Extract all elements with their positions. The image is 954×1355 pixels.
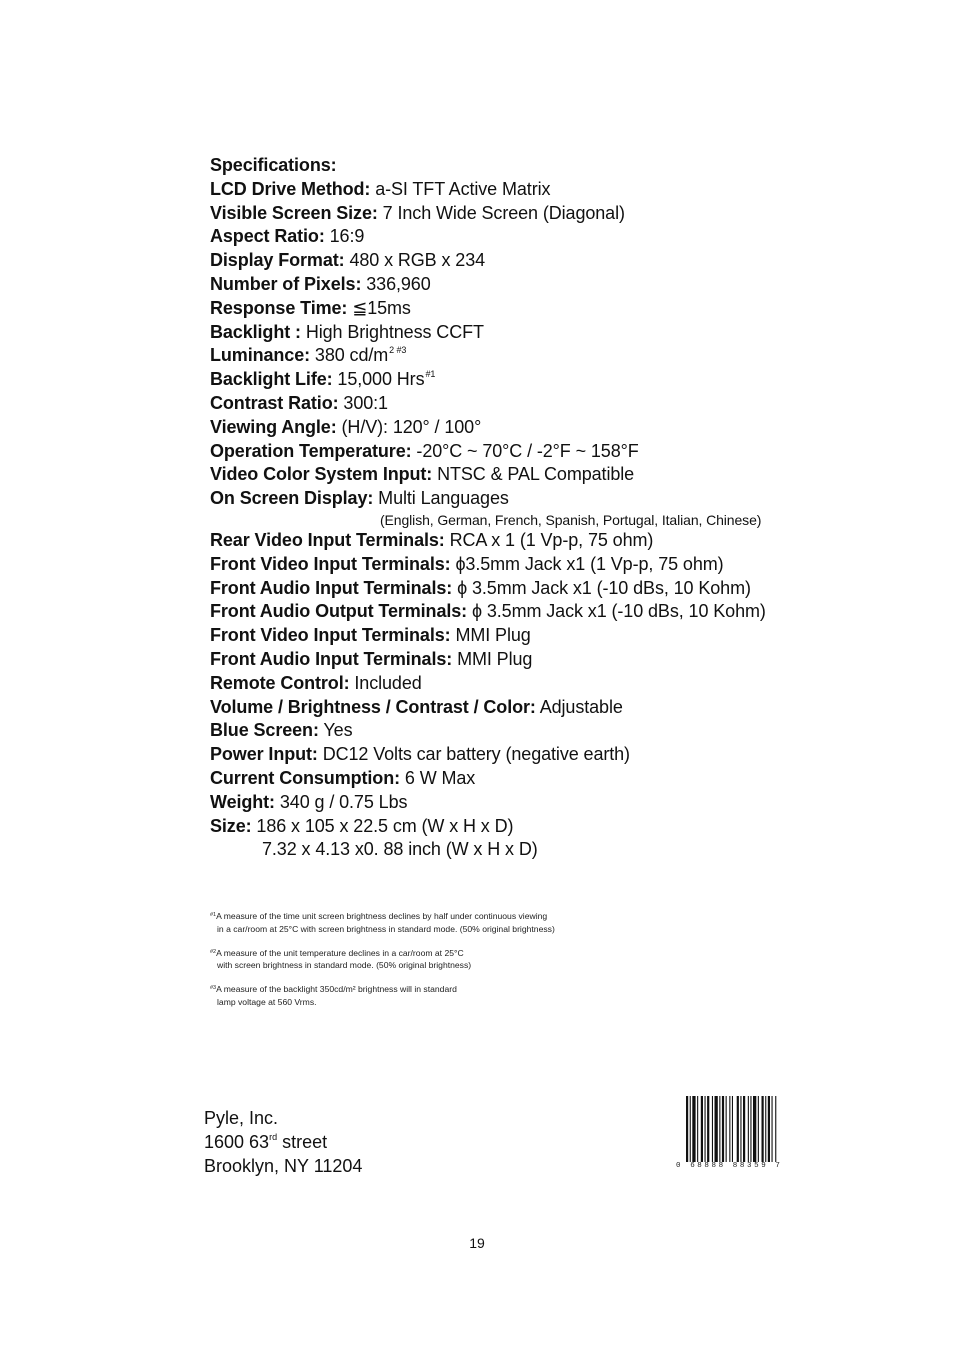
spec-label: Backlight : [210,321,301,342]
spec-label: Front Video Input Terminals: [210,553,451,574]
spec-row [210,719,930,743]
spec-row [210,696,930,720]
spec-value: ϕ 3.5mm Jack x1 (-10 dBs, 10 Kohm) [471,601,766,622]
spec-row [210,273,930,297]
spec-row [210,600,930,624]
specifications-block [210,154,930,862]
spec-label: Weight: [210,791,275,812]
spec-value: 7 Inch Wide Screen (Diagonal) [382,202,625,223]
footnote-line1: A measure of the unit temperature declines in a car/room at 25°C [216,947,464,958]
footnote-mark: #3 [210,985,217,991]
spec-row [210,225,930,249]
street-line: 1600 63rd street [204,1132,328,1152]
spec-label: Rear Video Input Terminals: [210,529,445,550]
spec-value: Adjustable [539,696,623,717]
spec-value: MMI Plug [457,648,533,669]
footnote [210,982,630,1008]
spec-value: ≦15ms [352,297,411,318]
spec-value: NTSC & PAL Compatible [437,464,635,485]
spec-label: Remote Control: [210,672,350,693]
spec-row [210,368,930,392]
spec-value: a-SI TFT Active Matrix [375,178,551,199]
barcode [672,1094,796,1176]
spec-row [210,344,930,368]
specs-list-1 [210,178,930,511]
spec-value: 380 cd/m [314,345,389,366]
spec-value: (H/V): 120° / 100° [341,416,482,437]
footnote-line2: with screen brightness in standard mode. (50% original brightness) [217,960,472,970]
spec-label: Aspect Ratio: [210,226,325,247]
spec-row [210,577,930,601]
spec-label: Front Audio Output Terminals: [210,601,468,622]
footnote [210,946,630,972]
spec-label: Front Audio Input Terminals: [210,577,453,598]
spec-label: Front Video Input Terminals: [210,625,451,646]
spec-value: -20°C ~ 70°C / -2°F ~ 158°F [416,440,639,461]
footnote-line1: A measure of the time unit screen brightness declines by half under continuous viewing [216,911,548,921]
footnotes [210,909,630,1019]
page-number: 19 [469,1235,485,1251]
address-block [204,1106,362,1178]
spec-value: Multi Languages [378,488,509,509]
spec-row [210,529,930,553]
spec-row [210,672,930,696]
spec-label: Display Format: [210,250,345,271]
specs-list-2 [210,529,930,838]
specifications-title: Specifications: [210,155,337,175]
spec-label: Blue Screen: [210,720,319,741]
spec-value: ϕ3.5mm Jack x1 (1 Vp-p, 75 ohm) [455,553,724,574]
spec-superscript: 2 #3 [389,345,407,356]
footnote-mark: #1 [210,912,217,918]
spec-label: On Screen Display: [210,488,374,509]
city-line: Brooklyn, NY 11204 [204,1156,363,1176]
spec-row [210,743,930,767]
spec-row [210,321,930,345]
spec-row [210,624,930,648]
spec-value: 340 g / 0.75 Lbs [279,791,408,812]
spec-value: 16:9 [329,226,365,247]
spec-label: Number of Pixels: [210,273,362,294]
spec-label: Front Audio Input Terminals: [210,648,453,669]
spec-label: Power Input: [210,744,318,765]
spec-label: Viewing Angle: [210,416,337,437]
footnote-line2: lamp voltage at 560 Vrms. [217,996,317,1007]
spec-label: LCD Drive Method: [210,178,371,199]
footnote-line1: A measure of the backlight 350cd/m² brightness will in standard [216,984,457,994]
spec-row [210,791,930,815]
spec-label: Size: [210,815,252,836]
spec-label: Visible Screen Size: [210,202,378,223]
spec-value: 15,000 Hrs [337,369,425,390]
spec-row [210,815,930,839]
spec-label: Video Color System Input: [210,464,433,485]
spec-label: Response Time: [210,297,348,318]
spec-row [210,416,930,440]
spec-value: 6 W Max [404,767,476,788]
spec-value: RCA x 1 (1 Vp-p, 75 ohm) [449,529,654,550]
spec-value: Included [354,672,422,693]
spec-value: ϕ 3.5mm Jack x1 (-10 dBs, 10 Kohm) [457,577,751,598]
spec-row [210,297,930,321]
spec-value: 186 x 105 x 22.5 cm (W x H x D) [256,815,514,836]
spec-row [210,553,930,577]
size-inches: 7.32 x 4.13 x0. 88 inch (W x H x D) [262,839,538,860]
footnote-mark: #2 [210,948,217,955]
footnote-line2: in a car/room at 25°C with screen brightness in standard mode. (50% original brightness) [217,923,555,934]
spec-row [210,440,930,464]
spec-value: MMI Plug [455,625,531,646]
spec-row [210,202,930,226]
spec-label: Volume / Brightness / Contrast / Color: [210,696,536,717]
company-name: Pyle, Inc. [204,1108,279,1128]
spec-row [210,249,930,273]
spec-row [210,463,930,487]
languages-note: (English, German, French, Spanish, Portugal, Italian, Chinese) [380,511,762,528]
spec-value: 480 x RGB x 234 [349,250,486,271]
spec-value: DC12 Volts car battery (negative earth) [322,744,630,765]
spec-label: Operation Temperature: [210,440,412,461]
spec-value: 300:1 [343,392,388,413]
barcode-digits: 0 68888 88359 7 [676,1162,783,1170]
spec-superscript: #1 [425,369,436,380]
spec-row [210,487,930,511]
spec-label: Contrast Ratio: [210,392,339,413]
footnote [210,909,630,935]
spec-label: Backlight Life: [210,369,333,390]
spec-value: High Brightness CCFT [305,321,484,342]
spec-row [210,392,930,416]
spec-label: Current Consumption: [210,767,400,788]
spec-value: Yes [323,720,353,741]
spec-label: Luminance: [210,345,311,366]
spec-value: 336,960 [366,273,431,294]
spec-row [210,648,930,672]
spec-row [210,178,930,202]
spec-row [210,767,930,791]
